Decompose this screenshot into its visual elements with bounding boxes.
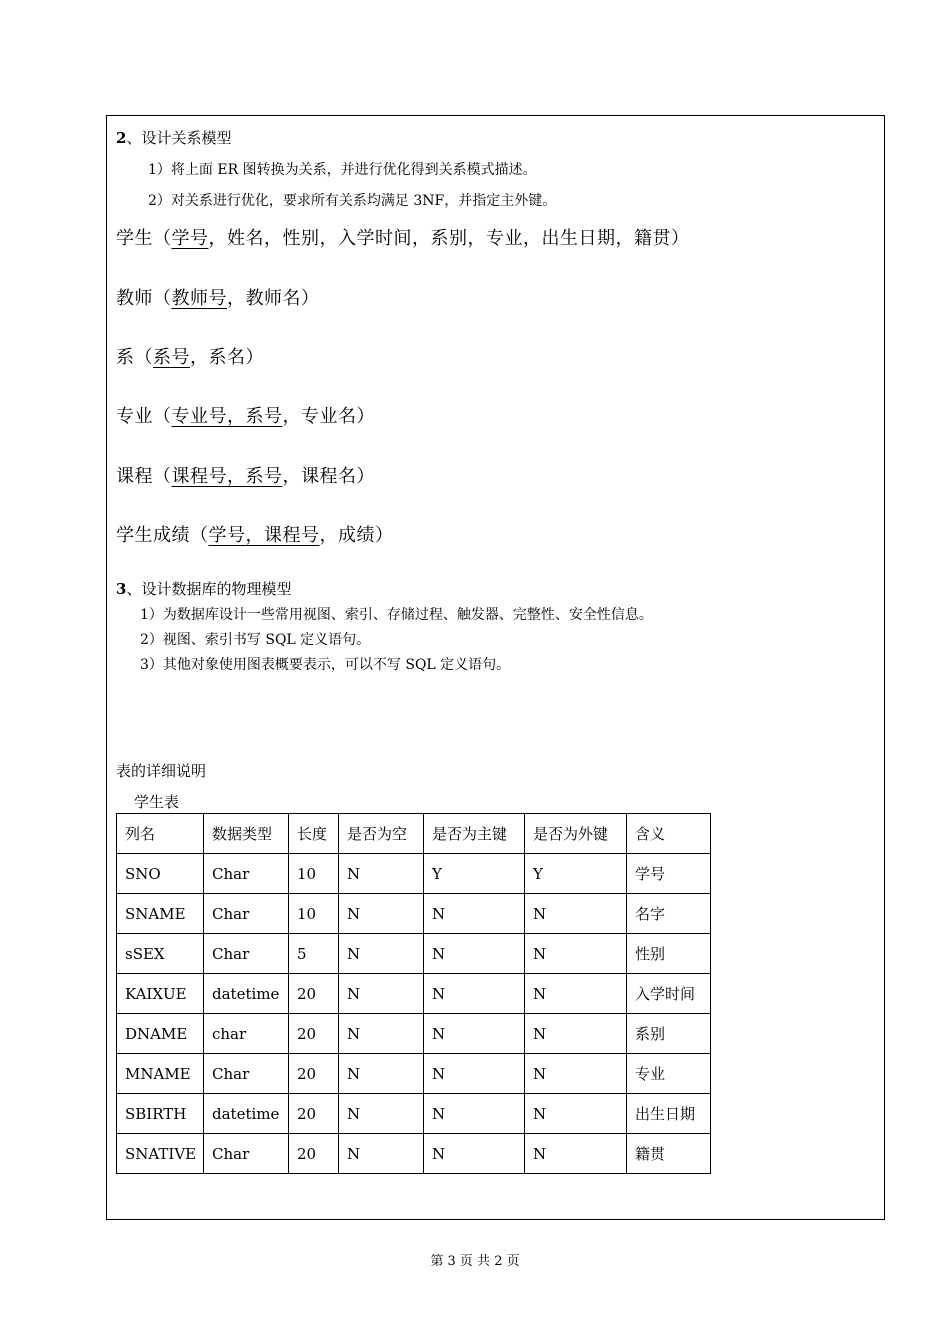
table-cell: N xyxy=(525,1094,627,1134)
table-cell: 入学时间 xyxy=(627,974,711,1014)
section-3-item-1: 1）为数据库设计一些常用视图、索引、存储过程、触发器、完整性、安全性信息。 xyxy=(140,607,653,623)
table-cell: 出生日期 xyxy=(627,1094,711,1134)
table-cell: 20 xyxy=(289,1134,339,1174)
table-row xyxy=(117,1134,711,1174)
student-table xyxy=(116,813,711,1174)
table-cell: datetime xyxy=(204,974,289,1014)
table-cell: N xyxy=(339,934,424,974)
table-row xyxy=(117,934,711,974)
table-header-cell: 是否为空 xyxy=(339,814,424,854)
table-cell: N xyxy=(424,1054,525,1094)
table-cell: SNATIVE xyxy=(117,1134,204,1174)
table-row xyxy=(117,1014,711,1054)
table-cell: sSEX xyxy=(117,934,204,974)
table-cell: Char xyxy=(204,1134,289,1174)
table-cell: 系别 xyxy=(627,1014,711,1054)
table-cell: N xyxy=(424,894,525,934)
table-cell: Char xyxy=(204,1054,289,1094)
table-cell: 籍贯 xyxy=(627,1134,711,1174)
table-cell: N xyxy=(424,974,525,1014)
table-cell: N xyxy=(424,1014,525,1054)
table-cell: 10 xyxy=(289,894,339,934)
table-cell: N xyxy=(525,1014,627,1054)
relation-score: 学生成绩（学号，课程号，成绩） xyxy=(116,525,394,546)
table-header-cell: 长度 xyxy=(289,814,339,854)
table-cell: 20 xyxy=(289,1014,339,1054)
table-row xyxy=(117,1054,711,1094)
table-cell: MNAME xyxy=(117,1054,204,1094)
table-cell: N xyxy=(339,1054,424,1094)
table-cell: Y xyxy=(424,854,525,894)
section-3-item-2: 2）视图、索引书写 SQL 定义语句。 xyxy=(140,632,371,648)
table-cell: N xyxy=(339,1094,424,1134)
table-cell: N xyxy=(424,1094,525,1134)
table-cell: Y xyxy=(525,854,627,894)
table-cell: Char xyxy=(204,934,289,974)
table-header-cell: 是否为外键 xyxy=(525,814,627,854)
table-cell: 10 xyxy=(289,854,339,894)
section-3-item-3: 3）其他对象使用图表概要表示，可以不写 SQL 定义语句。 xyxy=(140,657,511,673)
table-cell: N xyxy=(339,1014,424,1054)
table-cell: 20 xyxy=(289,974,339,1014)
table-cell: datetime xyxy=(204,1094,289,1134)
table-header-cell: 含义 xyxy=(627,814,711,854)
table-header-cell: 数据类型 xyxy=(204,814,289,854)
table-cell: DNAME xyxy=(117,1014,204,1054)
table-cell: KAIXUE xyxy=(117,974,204,1014)
table-header-cell: 是否为主键 xyxy=(424,814,525,854)
section-2-item-1: 1）将上面 ER 图转换为关系，并进行优化得到关系模式描述。 xyxy=(148,162,537,178)
table-cell: N xyxy=(525,1134,627,1174)
table-cell: N xyxy=(339,974,424,1014)
table-cell: N xyxy=(424,1134,525,1174)
table-cell: Char xyxy=(204,854,289,894)
table-row xyxy=(117,974,711,1014)
table-cell: 5 xyxy=(289,934,339,974)
table-cell: N xyxy=(525,974,627,1014)
table-cell: 名字 xyxy=(627,894,711,934)
table-cell: SBIRTH xyxy=(117,1094,204,1134)
table-cell: SNAME xyxy=(117,894,204,934)
table-cell: SNO xyxy=(117,854,204,894)
table-cell: N xyxy=(339,1134,424,1174)
table-header-cell: 列名 xyxy=(117,814,204,854)
relation-teacher: 教师（教师号，教师名） xyxy=(116,288,320,309)
relation-major: 专业（专业号，系号，专业名） xyxy=(116,406,375,427)
section-2-title: 2、设计关系模型 xyxy=(116,129,232,147)
section-2-item-2: 2）对关系进行优化，要求所有关系均满足 3NF，并指定主外键。 xyxy=(148,193,557,209)
relation-department: 系（系号，系名） xyxy=(116,347,264,368)
table-cell: 性别 xyxy=(627,934,711,974)
table-cell: char xyxy=(204,1014,289,1054)
relation-student: 学生（学号，姓名，性别，入学时间，系别，专业，出生日期，籍贯） xyxy=(116,228,690,249)
table-cell: N xyxy=(525,1054,627,1094)
table-section-label: 表的详细说明 xyxy=(116,762,207,780)
table-cell: N xyxy=(424,934,525,974)
table-cell: 20 xyxy=(289,1054,339,1094)
table-cell: 20 xyxy=(289,1094,339,1134)
section-3-title: 3、设计数据库的物理模型 xyxy=(116,580,292,598)
table-cell: N xyxy=(339,894,424,934)
table-cell: Char xyxy=(204,894,289,934)
table-cell: N xyxy=(525,894,627,934)
table-cell: 学号 xyxy=(627,854,711,894)
table-header-row xyxy=(117,814,711,854)
table-cell: N xyxy=(525,934,627,974)
table-row xyxy=(117,894,711,934)
table-row xyxy=(117,854,711,894)
table-cell: 专业 xyxy=(627,1054,711,1094)
relation-course: 课程（课程号，系号，课程名） xyxy=(116,466,375,487)
table-cell: N xyxy=(339,854,424,894)
page-footer: 第 3 页 共 2 页 xyxy=(430,1254,520,1269)
table-title: 学生表 xyxy=(134,793,180,811)
table-row xyxy=(117,1094,711,1134)
